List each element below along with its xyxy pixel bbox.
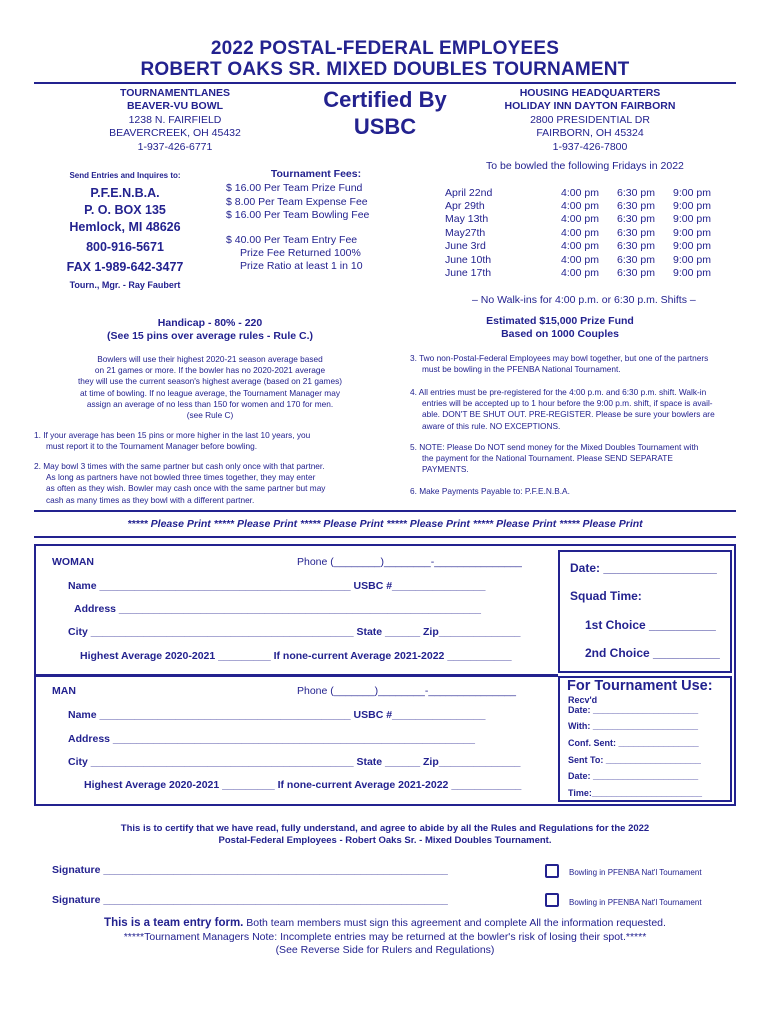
- rule-line: entries will be accepted up to 1 hour before the 9:00 p.m. shift, if space is avail-: [422, 398, 713, 409]
- print-rule-top: [34, 510, 736, 512]
- schedule-cell-t2: 6:30 pm: [617, 267, 655, 280]
- schedule-row: [445, 186, 723, 199]
- entries-phone: 800-916-5671: [86, 240, 164, 254]
- housing-heading: HOUSING HEADQUARTERS: [519, 87, 661, 99]
- rules-intro-line: they will use the current season's highest average (based on 21 games): [77, 376, 342, 387]
- entries-label: Send Entries and Inquires to:: [69, 171, 181, 180]
- schedule-cell-date: June 10th: [445, 253, 492, 266]
- rule-line: 1. If your average has been 15 pins or more higher in the last 10 years, you: [34, 430, 311, 440]
- schedule-cell-t1: 4:00 pm: [561, 267, 599, 280]
- rule-line: PAYMENTS.: [422, 464, 469, 475]
- fees-prize: $ 16.00 Per Team Prize Fund: [226, 182, 363, 195]
- rules-intro-line: at time of bowling. If no league average, the Tournament Manager may: [80, 387, 340, 398]
- rule-line: 3. Two non-Postal-Federal Employees may bowl together, but one of the partners: [410, 353, 709, 363]
- schedule-cell-t2: 6:30 pm: [617, 213, 655, 226]
- prize-estimate-line-2: Based on 1000 Couples: [501, 328, 619, 341]
- man-label: MAN: [52, 685, 76, 697]
- rule-2: [34, 461, 394, 506]
- lanes-heading: TOURNAMENTLANES: [119, 87, 231, 99]
- schedule-cell-t1: 4:00 pm: [561, 200, 599, 213]
- schedule-cell-date: April 22nd: [445, 186, 493, 199]
- man-name-field[interactable]: Name ___________________________________________ USBC #________________: [68, 709, 486, 721]
- schedule-row: [445, 240, 723, 253]
- entries-manager: Tourn., Mgr. - Ray Faubert: [69, 280, 181, 290]
- rule-4: [410, 387, 740, 432]
- man-address-field[interactable]: Address ______________________________________________________________: [68, 733, 475, 745]
- rule-line: As long as partners have not bowled three times together, they may enter: [46, 472, 316, 483]
- schedule-heading: To be bowled the following Fridays in 2022: [486, 160, 684, 172]
- rules-intro-line: on 21 games or more. If the bowler has no 2020-2021 average: [94, 365, 326, 376]
- handicap-line-2: (See 15 pins over average rules - Rule C.): [106, 330, 313, 343]
- fees-entry: $ 40.00 Per Team Entry Fee: [226, 233, 358, 246]
- schedule-cell-t3: 9:00 pm: [673, 213, 711, 226]
- man-phone-field[interactable]: Phone (_______)________-_______________: [297, 685, 516, 697]
- footer: [34, 917, 736, 958]
- fees-heading: Tournament Fees:: [270, 168, 362, 180]
- office-with-field[interactable]: With: _____________________: [568, 721, 699, 731]
- rule-line: must report it to the Tournament Manager before bowling.: [46, 441, 258, 452]
- pfenba-checkbox-2[interactable]: [545, 893, 559, 907]
- man-city-field[interactable]: City _____________________________________________ State ______ Zip______________: [68, 756, 521, 768]
- woman-man-divider: [34, 674, 558, 677]
- schedule-cell-t3: 9:00 pm: [673, 267, 711, 280]
- woman-average-field[interactable]: Highest Average 2020-2021 _________ If none-current Average 2021-2022 ___________: [80, 650, 512, 662]
- schedule-table: [445, 186, 723, 280]
- schedule-row: [445, 213, 723, 226]
- schedule-row: [445, 266, 723, 279]
- housing-name: HOLIDAY INN DAYTON FAIRBORN: [504, 100, 676, 113]
- rules-intro: [34, 354, 386, 421]
- schedule-row: [445, 199, 723, 212]
- certified-line-1: Certified By: [323, 87, 447, 112]
- schedule-cell-t1: 4:00 pm: [561, 240, 599, 253]
- schedule-cell-t1: 4:00 pm: [561, 253, 599, 266]
- schedule-cell-date: June 3rd: [445, 240, 486, 253]
- rule-line: 4. All entries must be pre-registered for the 4:00 p.m. and 6:30 p.m. shift. Walk-in: [410, 387, 707, 397]
- woman-address-field[interactable]: Address ______________________________________________________________: [74, 603, 481, 615]
- squad-date-field[interactable]: Date: _________________: [570, 561, 717, 575]
- prize-estimate-line-1: Estimated $15,000 Prize Fund: [486, 315, 634, 327]
- schedule-cell-t3: 9:00 pm: [673, 200, 711, 213]
- office-time-field[interactable]: Time:______________________: [568, 788, 702, 798]
- rule-6: 6. Make Payments Payable to: P.F.E.N.B.A.: [410, 486, 570, 496]
- lanes-city: BEAVERCREEK, OH 45432: [109, 127, 241, 140]
- schedule-cell-t2: 6:30 pm: [617, 226, 655, 239]
- housing-phone: 1-937-426-7800: [552, 140, 628, 153]
- please-print: ***** Please Print ***** Please Print ***** Please Print ***** Please Print ***** Please Print ***** Please Print: [127, 518, 643, 530]
- print-rule-bottom: [34, 536, 736, 538]
- schedule-cell-t2: 6:30 pm: [617, 200, 655, 213]
- woman-label: WOMAN: [52, 556, 94, 568]
- office-sent-field[interactable]: Sent To: ___________________: [568, 755, 701, 765]
- rule-5: [410, 442, 740, 476]
- walkins-note: – No Walk-ins for 4:00 p.m. or 6:30 p.m. Shifts –: [472, 294, 696, 306]
- schedule-row: [445, 226, 723, 239]
- rule-line: able. DON'T BE SHUT OUT. PRE-REGISTER. Please be sure your bowlers are: [422, 409, 715, 420]
- entries-box: P. O. BOX 135: [84, 203, 166, 217]
- certified-line-2: USBC: [353, 114, 417, 139]
- schedule-cell-t1: 4:00 pm: [561, 226, 599, 239]
- office-conf-field[interactable]: Conf. Sent: ________________: [568, 738, 699, 748]
- office-heading: For Tournament Use:: [567, 678, 713, 694]
- certify-line-1: This is to certify that we have read, fully understand, and agree to abide by all the Rules and Regulations for the 2022: [120, 823, 650, 834]
- fees-ratio: Prize Ratio at least 1 in 10: [240, 260, 363, 273]
- rules-intro-line: assign an average of no less than 150 for women and 170 for men.: [86, 398, 334, 409]
- schedule-cell-t1: 4:00 pm: [561, 213, 599, 226]
- footer-note: *****Tournament Managers Note: Incomplete entries may be returned at the bowler's risk of losing their spot.*****: [123, 930, 647, 943]
- rule-line: as often as they wish. Bowler may cash once with the same partner but may: [46, 483, 326, 494]
- entries-city: Hemlock, MI 48626: [69, 220, 181, 234]
- schedule-cell-t3: 9:00 pm: [673, 186, 711, 199]
- housing-street: 2800 PRESIDENTIAL DR: [530, 113, 650, 126]
- title-line-2: ROBERT OAKS SR. MIXED DOUBLES TOURNAMENT: [140, 59, 630, 80]
- certify-line-2: Postal-Federal Employees - Robert Oaks Sr. - Mixed Doubles Tournament.: [218, 835, 552, 846]
- title-line-1: 2022 POSTAL-FEDERAL EMPLOYEES: [210, 38, 560, 59]
- schedule-cell-date: May27th: [445, 226, 486, 239]
- entries-org: P.F.E.N.B.A.: [90, 186, 160, 200]
- lanes-street: 1238 N. FAIRFIELD: [128, 113, 222, 126]
- office-date2-field[interactable]: Date: _____________________: [568, 771, 699, 781]
- schedule-cell-t3: 9:00 pm: [673, 240, 711, 253]
- schedule-cell-date: Apr 29th: [445, 200, 485, 213]
- schedule-cell-date: May 13th: [445, 213, 489, 226]
- entries-block: [50, 171, 200, 292]
- woman-name-field[interactable]: Name ___________________________________________ USBC #________________: [68, 580, 486, 592]
- fees-returned: Prize Fee Returned 100%: [240, 247, 361, 260]
- schedule-cell-t2: 6:30 pm: [617, 186, 655, 199]
- rule-line: aware of this rule. NO EXCEPTIONS.: [422, 420, 561, 431]
- schedule-cell-t2: 6:30 pm: [617, 240, 655, 253]
- rule-1: [34, 430, 394, 452]
- signature-field-2[interactable]: Signature ___________________________________________________________: [52, 894, 448, 906]
- housing-city: FAIRBORN, OH 45324: [536, 127, 644, 140]
- handicap-block: [60, 317, 360, 344]
- pfenba-checkbox-1-label: Bowling in PFENBA Nat'l Tournament: [569, 868, 702, 877]
- handicap-line-1: Handicap - 80% - 220: [157, 317, 263, 329]
- schedule-cell-t3: 9:00 pm: [673, 226, 711, 239]
- signature-field-1[interactable]: Signature ___________________________________________________________: [52, 864, 448, 876]
- footer-line-1: [34, 917, 736, 931]
- pfenba-checkbox-1[interactable]: [545, 864, 559, 878]
- schedule-row: [445, 253, 723, 266]
- rule-3: [410, 353, 740, 375]
- schedule-cell-t2: 6:30 pm: [617, 253, 655, 266]
- office-recvd-label: Recv'd: [568, 695, 598, 705]
- rule-line: cash as many times as they bowl with a different partner.: [46, 494, 255, 505]
- pfenba-checkbox-2-label: Bowling in PFENBA Nat'l Tournament: [569, 898, 702, 907]
- rule-line: 2. May bowl 3 times with the same partner but cash only once with that partner.: [34, 461, 325, 471]
- rules-intro-line: (see Rule C): [186, 410, 234, 421]
- footer-reverse: (See Reverse Side for Rulers and Regulations): [275, 944, 495, 956]
- schedule-cell-t3: 9:00 pm: [673, 253, 711, 266]
- certified-block: [300, 86, 470, 140]
- lanes-block: [90, 87, 260, 154]
- lanes-name: BEAVER-VU BOWL: [126, 100, 224, 113]
- title-rule: [34, 82, 736, 84]
- housing-block: [480, 87, 700, 154]
- fees-expense: $ 8.00 Per Team Expense Fee: [226, 195, 368, 208]
- rules-intro-line: Bowlers will use their highest 2020-21 season average based: [97, 354, 323, 364]
- woman-city-field[interactable]: City _____________________________________________ State ______ Zip______________: [68, 626, 521, 638]
- rule-line: must be bowling in the PFENBA National Tournament.: [422, 364, 621, 375]
- office-date-field[interactable]: Date: _____________________: [568, 705, 699, 715]
- certify-statement: [34, 823, 736, 847]
- footer-rest: Both team members must sign this agreement and complete All the information requested.: [243, 917, 666, 929]
- fees-bowling: $ 16.00 Per Team Bowling Fee: [226, 209, 370, 222]
- entries-fax: FAX 1-989-642-3477: [66, 260, 184, 274]
- first-choice-field[interactable]: 1st Choice __________: [585, 618, 716, 632]
- rule-line: the payment for the National Tournament. Please SEND SEPARATE: [422, 453, 673, 464]
- schedule-cell-t1: 4:00 pm: [561, 186, 599, 199]
- squad-time-label: Squad Time:: [570, 589, 642, 603]
- fees-block: [226, 168, 406, 274]
- lanes-phone: 1-937-426-6771: [137, 140, 213, 153]
- rule-line: 5. NOTE: Please Do NOT send money for the Mixed Doubles Tournament with: [410, 442, 699, 452]
- schedule-cell-date: June 17th: [445, 267, 492, 280]
- woman-phone-field[interactable]: Phone (________)________-_______________: [297, 556, 522, 568]
- man-average-field[interactable]: Highest Average 2020-2021 _________ If none-current Average 2021-2022 ____________: [84, 779, 522, 791]
- second-choice-field[interactable]: 2nd Choice __________: [585, 646, 720, 660]
- footer-bold: This is a team entry form.: [104, 917, 244, 929]
- prize-estimate: [450, 315, 670, 342]
